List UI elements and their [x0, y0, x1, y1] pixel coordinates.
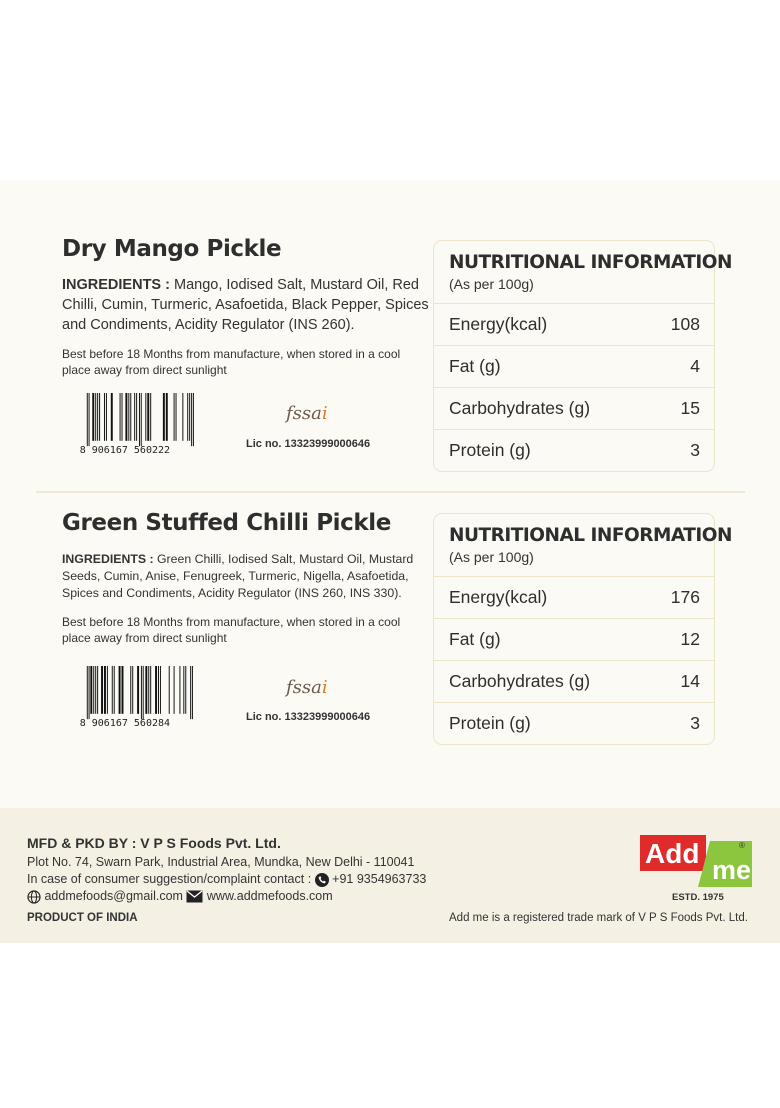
barcode-bar — [120, 393, 121, 441]
barcode-bar — [176, 393, 177, 441]
estd-year: ESTD. 1975 — [672, 892, 724, 903]
barcode-bar — [104, 393, 105, 441]
barcode-bar — [137, 666, 139, 714]
barcode-bar — [134, 393, 135, 441]
product-origin: PRODUCT OF INDIA — [27, 912, 138, 924]
nutrient-label: Fat (g) — [449, 356, 501, 376]
barcode-bar — [99, 393, 100, 441]
barcode-bar — [130, 393, 131, 441]
barcode-bars — [87, 393, 194, 446]
ingredients — [62, 275, 432, 335]
website[interactable]: www.addmefoods.com — [206, 889, 333, 903]
nutrient-value: 176 — [670, 587, 700, 607]
nutrition-header — [434, 514, 732, 577]
nutrition-subtitle: (As per 100g) — [449, 276, 534, 292]
nutrition-table — [433, 513, 732, 745]
barcode-number: 8 906167 560222 — [79, 445, 171, 455]
nutrient-label: Energy(kcal) — [449, 314, 548, 334]
license-number: Lic no. 13323999000646 — [246, 438, 371, 450]
barcode-bar — [92, 393, 94, 441]
nutrient-value: 4 — [690, 356, 700, 376]
barcode-bar — [136, 393, 137, 441]
nutrition-title: NUTRITIONAL INFORMATION — [449, 525, 732, 546]
barcode-bar — [89, 393, 90, 446]
ingredients — [62, 551, 432, 602]
ingredients-text: Green Chilli, Iodised Salt, Mustard Oil, Mustard Seeds, Cumin, Anise, Fenugreek, Turmeric, Nigella, Asafoetida, Spices and Condiments, Acidity Regulator (INS 260, INS 330). — [62, 552, 414, 600]
phone-icon — [315, 873, 329, 887]
nutrient-label: Energy(kcal) — [449, 587, 548, 607]
barcode-bar — [122, 666, 124, 714]
complaint-line — [27, 872, 426, 887]
barcode-bar — [114, 666, 115, 714]
barcode-bar — [119, 666, 121, 714]
addme-logo — [640, 835, 752, 887]
ingredients-label: INGREDIENTS : — [62, 552, 154, 566]
barcode-bar — [104, 666, 106, 714]
barcode-bar — [97, 393, 98, 441]
phone-number: +91 9354963733 — [332, 872, 427, 886]
barcode-bars — [87, 666, 193, 719]
barcode-bar — [158, 666, 159, 714]
nutrient-label: Carbohydrates (g) — [449, 398, 591, 418]
nutrition-row — [434, 577, 714, 619]
globe-icon — [27, 890, 41, 904]
barcode-bar — [87, 666, 88, 719]
nutrient-label: Fat (g) — [449, 629, 501, 649]
section-divider — [36, 491, 745, 493]
product-title: Green Stuffed Chilli Pickle — [62, 510, 391, 536]
barcode-bar — [193, 393, 194, 446]
fssai-logo: fssai — [286, 403, 328, 424]
complaint-text: In case of consumer suggestion/complaint contact : — [27, 872, 312, 886]
nutrition-title: NUTRITIONAL INFORMATION — [449, 252, 732, 273]
barcode-bar — [192, 666, 193, 719]
best-before: Best before 18 Months from manufacture, when stored in a cool place away from direct sunlight — [62, 615, 401, 645]
barcode-bar — [95, 393, 96, 441]
barcode — [72, 666, 207, 728]
barcode-bar — [132, 666, 133, 714]
barcode-bar — [189, 393, 190, 441]
fssai-logo: fssai — [286, 677, 328, 698]
barcode-bar — [122, 393, 123, 441]
address: Plot No. 74, Swarn Park, Industrial Area, Mundka, New Delhi - 110041 — [27, 855, 415, 869]
barcode-bar — [163, 393, 165, 441]
nutrition-table — [433, 240, 732, 472]
ingredients-label: INGREDIENTS : — [62, 277, 170, 293]
trademark-notice: Add me is a registered trade mark of V P S Foods Pvt. Ltd. — [449, 912, 748, 924]
mail-icon — [186, 890, 203, 903]
barcode-bar — [101, 666, 103, 714]
barcode-bar — [145, 666, 147, 714]
barcode-bar — [191, 393, 192, 446]
barcode-number: 8 906167 560284 — [79, 718, 171, 728]
barcode-bar — [139, 393, 140, 446]
best-before: Best before 18 Months from manufacture, when stored in a cool place away from direct sunlight — [62, 347, 401, 377]
barcode-bar — [160, 666, 161, 714]
barcode-bar — [150, 393, 151, 441]
nutrition-row — [434, 388, 714, 430]
contact-line — [27, 889, 333, 904]
barcode-bar — [166, 393, 168, 441]
barcode-bar — [179, 666, 180, 714]
barcode-bar — [150, 666, 151, 714]
barcode-bar — [112, 666, 113, 714]
registered-mark: ® — [739, 841, 745, 850]
barcode-bar — [148, 666, 149, 714]
nutrition-row — [434, 304, 714, 346]
barcode-bar — [107, 666, 108, 714]
barcode-bar — [130, 666, 131, 714]
barcode-bar — [111, 393, 113, 441]
barcode-bar — [90, 666, 92, 714]
barcode-bar — [155, 666, 157, 714]
barcode-bar — [141, 393, 142, 446]
barcode-bar — [190, 666, 191, 719]
nutrient-value: 3 — [690, 440, 700, 460]
nutrition-row — [434, 430, 714, 471]
barcode-bar — [87, 393, 88, 446]
barcode-bar — [128, 393, 129, 441]
barcode-bar — [89, 666, 90, 719]
nutrient-value: 15 — [680, 398, 700, 418]
barcode-bar — [143, 666, 144, 719]
nutrient-value: 14 — [680, 671, 700, 691]
barcode — [72, 393, 207, 455]
manufacturer: MFD & PKD BY : V P S Foods Pvt. Ltd. — [27, 835, 281, 851]
nutrient-value: 3 — [690, 713, 700, 733]
nutrition-header — [434, 241, 732, 304]
barcode-bar — [145, 393, 146, 441]
barcode-bar — [169, 666, 170, 714]
barcode-bar — [141, 666, 142, 719]
barcode-bar — [185, 666, 186, 714]
product-title: Dry Mango Pickle — [62, 236, 282, 262]
barcode-bar — [174, 393, 175, 441]
nutrient-label: Protein (g) — [449, 713, 531, 733]
barcode-bar — [182, 393, 183, 441]
nutrition-row — [434, 346, 714, 388]
barcode-bar — [187, 393, 188, 441]
nutrition-row — [434, 661, 714, 703]
barcode-bar — [95, 666, 96, 714]
barcode-bar — [174, 666, 175, 714]
nutrition-row — [434, 703, 714, 744]
logo-add-text: Add — [645, 838, 700, 869]
barcode-bar — [93, 666, 94, 714]
logo-me-text: me — [712, 855, 752, 885]
nutrient-value: 12 — [680, 629, 700, 649]
barcode-bar — [183, 666, 184, 714]
nutrition-subtitle: (As per 100g) — [449, 549, 534, 565]
barcode-bar — [147, 393, 149, 441]
email[interactable]: addmefoods@gmail.com — [44, 889, 183, 903]
nutrient-label: Protein (g) — [449, 440, 531, 460]
barcode-bar — [97, 666, 98, 714]
license-number: Lic no. 13323999000646 — [246, 711, 371, 723]
nutrient-value: 108 — [670, 314, 700, 334]
nutrient-label: Carbohydrates (g) — [449, 671, 591, 691]
barcode-bar — [106, 393, 107, 441]
barcode-bar — [125, 393, 127, 441]
ingredients-text: Mango, Iodised Salt, Mustard Oil, Red Chilli, Cumin, Turmeric, Asafoetida, Black Pepper, Spices and Condiments, Acidity Regulator (INS 260). — [62, 277, 429, 333]
nutrition-row — [434, 619, 714, 661]
